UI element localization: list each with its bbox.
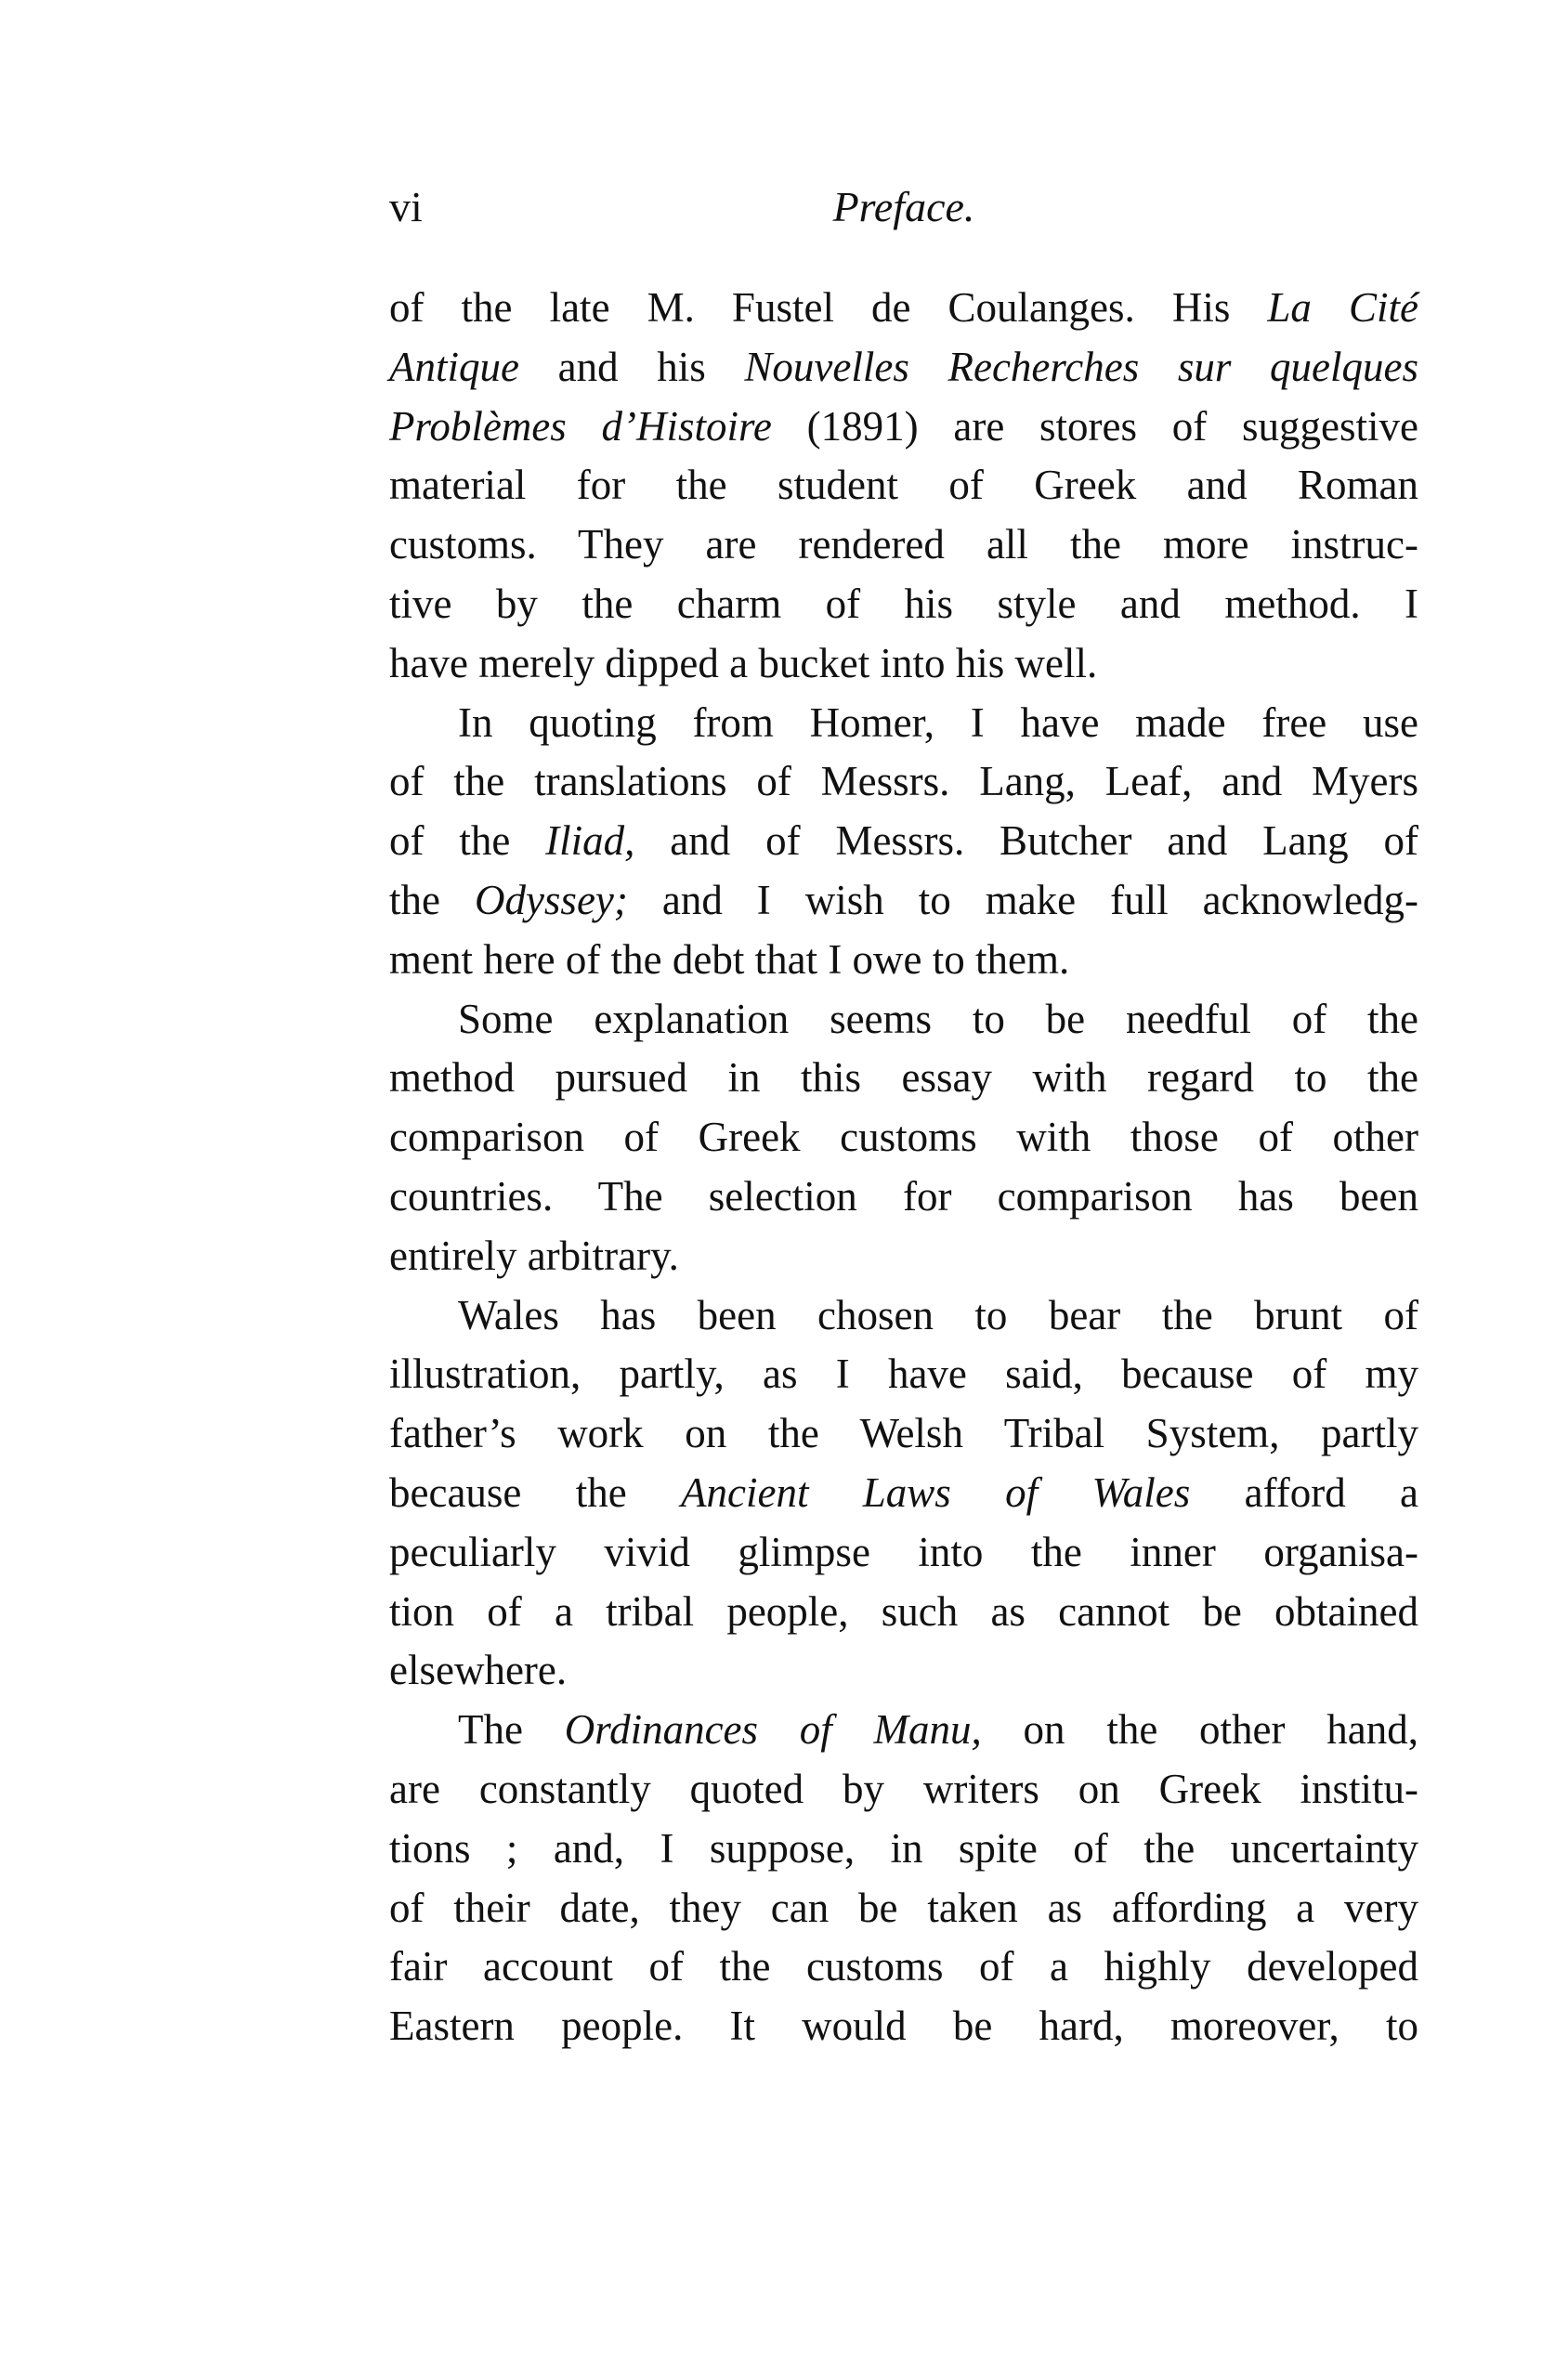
text-line [389,1227,1418,1286]
text-segment: the [389,876,475,923]
text-segment: countries. The selection for comparison has been [389,1172,1418,1220]
page-number: vi [389,183,423,230]
text-line [389,1286,1418,1346]
text-segment: and his [518,343,745,390]
text-segment: of the [389,817,546,865]
italic-text: Ordinances of Manu, [564,1706,982,1754]
text-segment: of their date, they can be taken as affording a very [389,1884,1418,1931]
text-line [389,398,1418,457]
text-segment: peculiarly vivid glimpse into the inner organisa- [389,1528,1418,1575]
text-line [389,1345,1418,1404]
text-segment: The [458,1706,565,1754]
body-text [389,279,1418,2056]
text-segment: illustration, partly, as I have said, because of my [389,1351,1418,1398]
text-line [389,1108,1418,1168]
text-line [389,1523,1418,1583]
text-segment: tion of a tribal people, such as cannot be obtained [389,1587,1418,1635]
italic-text: Nouvelles Recherches sur quelques [744,343,1418,390]
text-line [389,812,1418,871]
text-segment: tions ; and, I suppose, in spite of the uncertainty [389,1824,1418,1872]
text-segment: material for the student of Greek and Roman [389,462,1418,509]
text-line [389,1049,1418,1108]
text-segment: and I wish to make full acknowledg- [627,876,1418,923]
text-segment: father’s work on the Welsh Tribal System, partly [389,1410,1418,1457]
text-segment: have merely dipped a bucket into his well. [389,639,1098,686]
text-line [389,1760,1418,1820]
text-line [389,1938,1418,1997]
text-line [389,1404,1418,1464]
text-line [389,694,1418,753]
text-line [389,515,1418,575]
text-segment: In quoting from Homer, I have made free use [458,698,1418,746]
text-segment: Wales has been chosen to bear the brunt of [458,1291,1418,1338]
text-segment: elsewhere. [389,1647,568,1694]
text-line [389,1464,1418,1523]
running-title: Preface. [832,183,975,230]
text-line [389,1168,1418,1227]
text-segment: on the other hand, [981,1706,1418,1754]
text-segment: afford a [1190,1468,1419,1516]
text-line [389,871,1418,931]
page-header [389,182,1418,238]
italic-text: Iliad, [545,817,635,865]
italic-text: Antique [389,343,519,390]
text-line [389,1820,1418,1879]
text-line [389,931,1418,990]
text-line [389,575,1418,634]
text-line [389,1641,1418,1701]
text-segment: tive by the charm of his style and method. I [389,580,1418,627]
text-segment: of the late M. Fustel de Coulanges. His [389,284,1268,331]
text-line [389,456,1418,515]
text-line [389,752,1418,812]
text-segment: Some explanation seems to be needful of the [458,995,1418,1042]
italic-text: Ancient Laws of Wales [681,1468,1191,1516]
text-line [389,990,1418,1050]
text-segment: customs. They are rendered all the more instruc- [389,521,1418,568]
text-segment: Eastern people. It would be hard, moreover, to [389,2003,1418,2050]
text-segment: because the [389,1468,682,1516]
text-segment: and of Messrs. Butcher and Lang of [634,817,1418,865]
italic-text: Problèmes d’Histoire [389,402,772,450]
italic-text: Odyssey; [474,876,628,923]
text-segment: method pursued in this essay with regard to the [389,1054,1418,1102]
text-segment: entirely arbitrary. [389,1232,679,1279]
text-line [389,1701,1418,1760]
text-segment: (1891) are stores of suggestive [771,402,1418,450]
text-segment: fair account of the customs of a highly developed [389,1943,1418,1990]
text-line [389,1879,1418,1938]
text-line [389,634,1418,694]
text-line [389,1997,1418,2056]
text-line [389,1583,1418,1642]
text-line [389,338,1418,398]
italic-text: La Cité [1267,284,1418,331]
text-segment: are constantly quoted by writers on Greek institu- [389,1765,1418,1812]
text-segment: comparison of Greek customs with those of other [389,1114,1418,1161]
text-line [389,279,1418,338]
text-segment: of the translations of Messrs. Lang, Leaf, and Myers [389,758,1418,805]
text-segment: ment here of the debt that I owe to them. [389,935,1070,983]
